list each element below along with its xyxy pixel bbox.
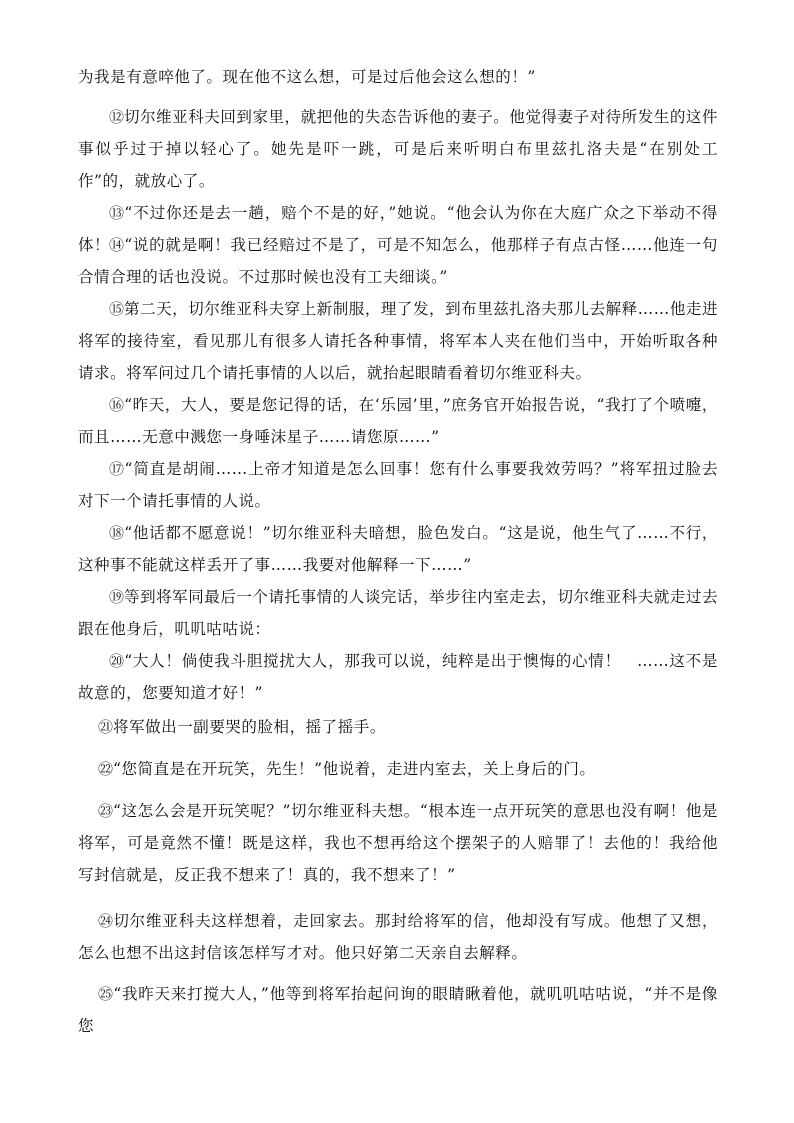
paragraph-text: “我昨天来打搅大人，”他等到将军抬起问询的眼睛瞅着他，就叽叽咕咕说，“并不是像您 <box>78 985 718 1035</box>
paragraph-number: ⑭ <box>109 236 125 254</box>
paragraph-text: “说的就是啊！我已经赔过不是了，可是不知怎么，他那样子有点古怪……他连一句合情合理的话也没说。不过那时候也没有工夫细谈。” <box>78 236 718 286</box>
paragraph-text: “您简直是在开玩笑，先生！”他说着，走进内室去，关上身后的门。 <box>113 760 596 778</box>
paragraph-23 <box>78 795 718 891</box>
paragraph-24 <box>78 905 718 969</box>
paragraph-number: ⑱ <box>109 524 125 542</box>
paragraph-text: 切尔维亚科夫回到家里，就把他的失态告诉他的妻子。他觉得妻子对待所发生的这件事似乎过于掉以轻心了。她先是吓一跳，可是后来听明白布里兹扎洛夫是“在别处工作”的，就放心了。 <box>78 108 718 190</box>
paragraph-17 <box>78 453 718 517</box>
paragraph-number: ⑲ <box>109 588 125 606</box>
paragraph-text: “他话都不愿意说！”切尔维亚科夫暗想，脸色发白。“这是说，他生气了……不行，这种事不能就这样丢开了事……我要对他解释一下……” <box>78 524 718 574</box>
paragraph-number: ㉒ <box>98 760 114 778</box>
paragraph-number: ⑯ <box>109 396 125 414</box>
paragraph-number: ⑫ <box>109 108 125 126</box>
paragraph-19 <box>78 581 718 645</box>
paragraph-number: ⑬ <box>109 204 125 222</box>
paragraph-number: ⑮ <box>109 300 125 318</box>
paragraph-15 <box>78 293 718 389</box>
paragraph-text: 将军做出一副要哭的脸相，摇了摇手。 <box>113 718 386 736</box>
paragraph-text: “简直是胡闹……上帝才知道是怎么回事！您有什么事要我效劳吗？”将军扭过脸去对下一个请托事情的人说。 <box>78 460 718 510</box>
paragraph-text: 为我是有意啐他了。现在他不这么想，可是过后他会这么想的！” <box>78 68 536 86</box>
paragraph-text: “不过你还是去一趟，赔个不是的好，”她说。“他会认为你在大庭广众之下举动不得体！ <box>78 204 718 254</box>
paragraph-18 <box>78 517 718 581</box>
paragraph-text: 第二天，切尔维亚科夫穿上新制服，理了发，到布里兹扎洛夫那儿去解释……他走进将军的接待室，看见那儿有很多人请托各种事情，将军本人夹在他们当中，开始听取各种请求。将军问过几个请托事情的人以后，就抬起眼睛看着切尔维亚科夫。 <box>78 300 718 382</box>
paragraph-11-continued <box>78 61 718 93</box>
paragraph-number: ㉔ <box>98 912 114 930</box>
paragraph-12 <box>78 101 718 197</box>
paragraph-number: ㉕ <box>98 985 114 1003</box>
paragraph-22 <box>98 753 718 785</box>
paragraph-number: ⑳ <box>109 652 125 670</box>
paragraph-25 <box>78 978 718 1042</box>
paragraph-number: ㉑ <box>98 718 114 736</box>
paragraph-20 <box>78 645 718 709</box>
paragraph-text: 切尔维亚科夫这样想着，走回家去。那封给将军的信，他却没有写成。他想了又想，怎么也想不出这封信该怎样写才对。他只好第二天亲自去解释。 <box>78 912 718 962</box>
paragraph-16 <box>78 389 718 453</box>
paragraph-number: ⑰ <box>109 460 125 478</box>
paragraph-21 <box>98 711 718 743</box>
paragraph-14 <box>78 229 718 293</box>
paragraph-text: “这怎么会是开玩笑呢？”切尔维亚科夫想。“根本连一点开玩笑的意思也没有啊！他是将军，可是竟然不懂！既是这样，我也不想再给这个摆架子的人赔罪了！去他的！我给他写封信就是，反正我不想来了！真的，我不想来了！” <box>78 802 718 884</box>
paragraph-text: “昨天，大人，要是您记得的话，在‘乐园’里，”庶务官开始报告说，“我打了个喷嚏，而且……无意中溅您一身唾沫星子……请您原……” <box>78 396 718 446</box>
paragraph-number: ㉓ <box>98 802 114 820</box>
paragraph-text: “大人！倘使我斗胆搅扰大人，那我可以说，纯粹是出于懊悔的心情！ ……这不是故意的，您要知道才好！” <box>78 652 718 702</box>
paragraph-text: 等到将军同最后一个请托事情的人谈完话，举步往内室走去，切尔维亚科夫就走过去跟在他身后，叽叽咕咕说： <box>78 588 718 638</box>
